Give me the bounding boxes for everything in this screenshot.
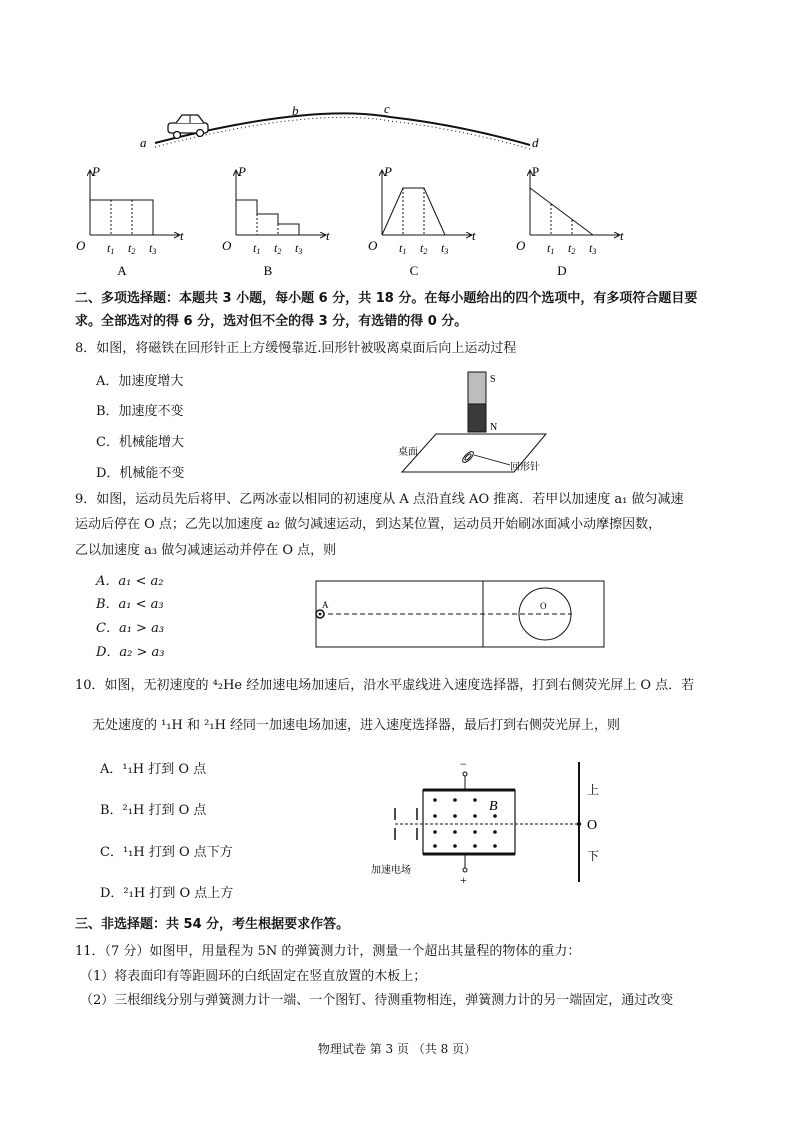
field-dot — [473, 830, 477, 834]
axis-t-label: t — [620, 228, 624, 243]
axis-t-label: t — [326, 228, 330, 243]
tick-label: t1 — [107, 241, 115, 256]
q8-figure — [390, 368, 590, 480]
field-dot — [473, 844, 477, 848]
graph-a — [90, 170, 180, 235]
minus-sign: − — [460, 760, 467, 771]
tick-label: t2 — [568, 241, 576, 256]
point-a-label: A — [322, 600, 329, 610]
field-dot — [493, 830, 497, 834]
axis-p-label: P — [238, 164, 246, 179]
magnet-s-label: S — [490, 374, 496, 385]
graph-option-label: A — [117, 263, 127, 278]
q9-line1: 9．如图，运动员先后将甲、乙两冰壶以相同的初速度从 A 点沿直线 AO 推离．若甲以加速度 a₁ 做匀减速 — [75, 492, 684, 507]
q10-option-b: B．²₁H 打到 O 点 — [100, 803, 207, 818]
origin-label: O — [76, 238, 86, 253]
point-o-label: O — [540, 601, 547, 611]
plus-sign: + — [460, 873, 467, 885]
tick-label: t3 — [441, 241, 449, 256]
tick-label: t2 — [420, 241, 428, 256]
axis-p-label: P — [532, 164, 540, 179]
q10-velocity-selector-figure — [365, 760, 615, 885]
screen-up-label: 上 — [587, 783, 600, 797]
tick-label: t1 — [253, 241, 261, 256]
q10-line2: 无处速度的 ¹₁H 和 ²₁H 经同一加速电场加速，进入速度选择器，最后打到右侧荧光屏上，则 — [92, 718, 621, 733]
screen-o-label: O — [587, 818, 598, 833]
q11-line1: 11．（7 分）如图甲，用量程为 5N 的弹簧测力计，测量一个超出其量程的物体的重力： — [75, 944, 581, 959]
road-point-a: a — [140, 135, 147, 150]
graph-option-label: D — [557, 263, 567, 278]
q9-line2: 运动后停在 O 点；乙先以加速度 a₂ 做匀减速运动，到达某位置，运动员开始刷冰面减小动摩擦因数， — [75, 517, 662, 532]
q10-option-c: C．¹₁H 打到 O 点下方 — [100, 845, 233, 860]
q8-option-c: C．机械能增大 — [96, 435, 184, 450]
field-dot — [453, 798, 457, 802]
paperclip-label: 回形针 — [510, 462, 540, 473]
field-dot — [473, 814, 477, 818]
field-dot — [493, 844, 497, 848]
section2-heading-line2: 求。全部选对的得 6 分，选对但不全的得 3 分，有选错的得 0 分。 — [75, 314, 468, 329]
q8-option-d: D．机械能不变 — [96, 466, 185, 481]
field-dot — [473, 798, 477, 802]
axis-p-label: P — [92, 164, 100, 179]
graph-option-label: C — [409, 263, 419, 278]
q9-option-a: A．a₁ < a₂ — [96, 574, 164, 589]
field-dot — [453, 830, 457, 834]
q9-option-c: C．a₁ > a₃ — [96, 621, 165, 636]
field-b-label: B — [489, 799, 498, 814]
section3-heading: 三、非选择题：共 54 分，考生根据要求作答。 — [75, 917, 350, 932]
origin-label: O — [222, 238, 232, 253]
axis-t-label: t — [180, 228, 184, 243]
q8-option-a: A．加速度增大 — [96, 374, 184, 389]
tick-label: t1 — [399, 241, 407, 256]
graph-option-label: B — [263, 263, 273, 278]
q10-option-a: A．¹₁H 打到 O 点 — [100, 762, 207, 777]
tick-label: t2 — [274, 241, 282, 256]
q9-line3: 乙以加速度 a₃ 做匀减速运动并停在 O 点，则 — [75, 543, 337, 558]
field-dot — [433, 830, 437, 834]
q9-option-b: B．a₁ < a₃ — [96, 597, 164, 612]
q8-stem: 8．如图，将磁铁在回形针正上方缓慢靠近.回形针被吸离桌面后向上运动过程 — [75, 341, 517, 356]
field-dot — [433, 844, 437, 848]
origin-label: O — [516, 238, 526, 253]
field-dot — [453, 844, 457, 848]
tick-label: t3 — [149, 241, 157, 256]
q9-curling-figure — [310, 578, 610, 650]
road-figure — [130, 95, 560, 155]
magnet-icon — [468, 372, 486, 432]
q10-line1: 10．如图，无初速度的 ⁴₂He 经加速电场加速后，沿水平虚线进入速度选择器，打到右侧荧光屏上 O 点．若 — [75, 678, 695, 693]
accel-field-label: 加速电场 — [371, 865, 411, 876]
section2-heading-line1: 二、多项选择题：本题共 3 小题，每小题 6 分，共 18 分。在每小题给出的四个选项中，有多项符合题目要 — [75, 291, 698, 306]
origin-label: O — [368, 238, 378, 253]
road-point-b: b — [292, 103, 299, 118]
desk-label: 桌面 — [398, 447, 418, 458]
field-dot — [453, 814, 457, 818]
field-dot — [433, 814, 437, 818]
graph-c — [382, 170, 472, 235]
tick-label: t2 — [128, 241, 136, 256]
q9-option-d: D．a₂ > a₃ — [96, 645, 165, 660]
road-point-d: d — [532, 135, 539, 150]
axis-t-label: t — [472, 228, 476, 243]
graph-d — [530, 170, 620, 235]
tick-label: t3 — [589, 241, 597, 256]
q11-line2: （1）将表面印有等距圆环的白纸固定在竖直放置的木板上； — [80, 969, 427, 984]
q8-option-b: B．加速度不变 — [96, 404, 184, 419]
magnet-n-label: N — [490, 422, 498, 433]
page-footer: 物理试卷 第 3 页 （共 8 页） — [317, 1042, 477, 1056]
power-time-graphs — [70, 158, 630, 283]
axis-p-label: P — [384, 164, 392, 179]
field-dot — [433, 798, 437, 802]
tick-label: t1 — [547, 241, 555, 256]
q11-line3: （2）三根细线分别与弹簧测力计一端、一个图钉、待测重物相连，弹簧测力计的另一端固定，通过改变 — [80, 993, 674, 1008]
road-point-c: c — [384, 101, 390, 116]
screen-down-label: 下 — [587, 849, 600, 863]
graph-b — [236, 170, 326, 235]
field-dot — [493, 814, 497, 818]
tick-label: t3 — [295, 241, 303, 256]
q10-option-d: D．²₁H 打到 O 点上方 — [100, 886, 234, 901]
